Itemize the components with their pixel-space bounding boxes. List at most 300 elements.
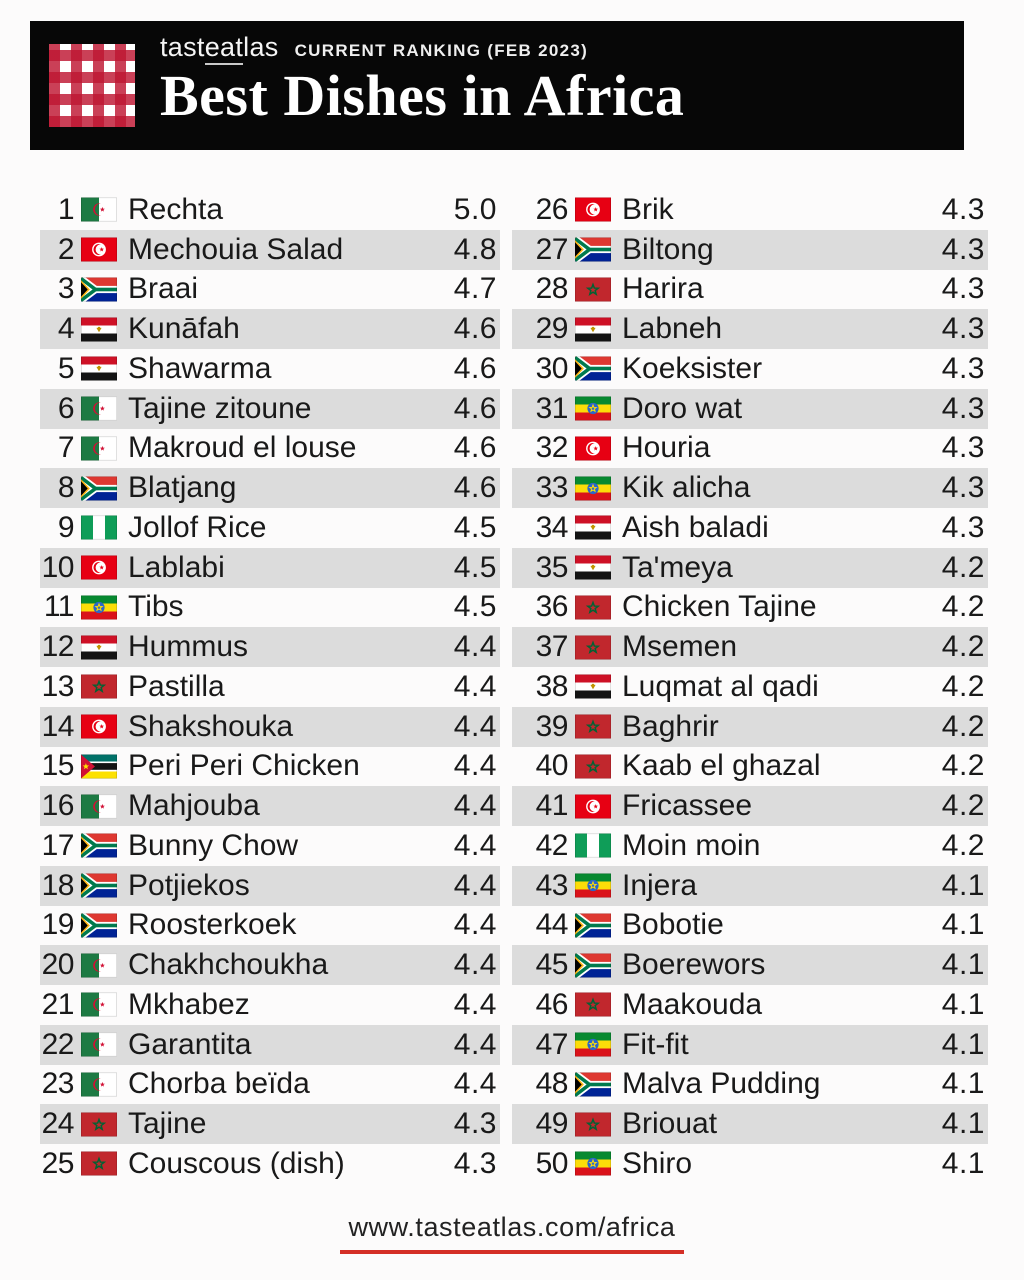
rating-value: 4.1 <box>941 1067 985 1101</box>
flag-wrap <box>81 635 117 660</box>
flag-wrap <box>575 197 611 222</box>
page-title: Best Dishes in Africa <box>160 63 685 128</box>
ethiopia-flag-icon <box>575 1151 611 1176</box>
rank-number: 50 <box>535 1146 568 1180</box>
rating-value: 4.4 <box>453 669 497 703</box>
egypt-flag-icon <box>575 515 611 540</box>
flag-wrap <box>575 674 611 699</box>
rank-number: 31 <box>535 391 568 425</box>
dish-name: Msemen <box>622 630 738 664</box>
dish-name: Aish baladi <box>622 510 769 544</box>
header-banner <box>30 21 964 150</box>
list-item <box>40 389 500 429</box>
rating-value: 4.6 <box>453 431 497 465</box>
flag-wrap <box>575 714 611 739</box>
list-item <box>40 548 500 588</box>
rating-value: 4.4 <box>453 1067 497 1101</box>
dish-name: Shawarma <box>128 351 272 385</box>
rank-number: 28 <box>535 272 568 306</box>
list-item <box>40 985 500 1025</box>
dish-name: Couscous (dish) <box>128 1146 345 1180</box>
south-africa-flag-icon <box>575 913 611 938</box>
list-item <box>512 985 988 1025</box>
list-item <box>512 190 988 230</box>
dish-name: Tajine <box>128 1107 207 1141</box>
dish-name: Chicken Tajine <box>622 590 817 624</box>
flag-wrap <box>81 277 117 302</box>
rating-value: 4.4 <box>453 908 497 942</box>
rating-value: 4.1 <box>941 868 985 902</box>
rating-value: 4.1 <box>941 1146 985 1180</box>
dish-name: Potjiekos <box>128 868 250 902</box>
rank-number: 2 <box>57 232 74 266</box>
dish-name: Malva Pudding <box>622 1067 821 1101</box>
dish-name: Shakshouka <box>128 709 294 743</box>
header-text <box>160 32 684 127</box>
flag-wrap <box>575 794 611 819</box>
rating-value: 4.1 <box>941 1107 985 1141</box>
list-item <box>512 1144 988 1184</box>
egypt-flag-icon <box>575 555 611 580</box>
rating-value: 4.3 <box>941 471 985 505</box>
rating-value: 4.6 <box>453 312 497 346</box>
south-africa-flag-icon <box>81 277 117 302</box>
rating-value: 4.4 <box>453 749 497 783</box>
rating-value: 4.4 <box>453 868 497 902</box>
list-item <box>512 309 988 349</box>
site-url-link[interactable]: www.tasteatlas.com/africa <box>340 1212 683 1254</box>
dish-name: Harira <box>622 272 704 306</box>
flag-wrap <box>575 595 611 620</box>
rating-value: 4.8 <box>453 232 497 266</box>
flag-wrap <box>575 635 611 660</box>
rank-number: 12 <box>41 630 74 664</box>
list-item <box>512 707 988 747</box>
rank-number: 8 <box>57 471 74 505</box>
egypt-flag-icon <box>81 317 117 342</box>
rating-value: 4.2 <box>941 749 985 783</box>
list-item <box>512 508 988 548</box>
rank-number: 14 <box>41 709 74 743</box>
egypt-flag-icon <box>575 317 611 342</box>
tunisia-flag-icon <box>81 555 117 580</box>
rank-number: 44 <box>535 908 568 942</box>
rating-value: 4.6 <box>453 471 497 505</box>
flag-wrap <box>575 873 611 898</box>
dish-name: Briouat <box>622 1107 718 1141</box>
rating-value: 4.6 <box>453 391 497 425</box>
rank-number: 6 <box>57 391 74 425</box>
dish-name: Kik alicha <box>622 471 751 505</box>
ethiopia-flag-icon <box>575 396 611 421</box>
dish-name: Tajine zitoune <box>128 391 312 425</box>
flag-wrap <box>81 992 117 1017</box>
south-africa-flag-icon <box>81 476 117 501</box>
list-item <box>40 230 500 270</box>
rank-number: 37 <box>535 630 568 664</box>
rank-number: 46 <box>535 987 568 1021</box>
flag-wrap <box>575 277 611 302</box>
header-subtitle-line <box>160 32 684 63</box>
list-item <box>512 230 988 270</box>
rank-number: 34 <box>535 510 568 544</box>
rating-value: 4.2 <box>941 669 985 703</box>
list-item <box>512 747 988 787</box>
list-item <box>512 270 988 310</box>
morocco-flag-icon <box>575 992 611 1017</box>
ranking-column-right <box>512 190 988 1184</box>
dish-name: Tibs <box>128 590 184 624</box>
algeria-flag-icon <box>81 1032 117 1057</box>
dish-name: Bunny Chow <box>128 828 299 862</box>
rating-value: 4.1 <box>941 948 985 982</box>
dish-name: Houria <box>622 431 711 465</box>
flag-wrap <box>81 1072 117 1097</box>
rating-value: 4.3 <box>453 1107 497 1141</box>
flag-wrap <box>575 953 611 978</box>
rating-value: 4.2 <box>941 789 985 823</box>
dish-name: Makroud el louse <box>128 431 357 465</box>
dish-name: Lablabi <box>128 550 225 584</box>
morocco-flag-icon <box>575 635 611 660</box>
south-africa-flag-icon <box>81 873 117 898</box>
list-item <box>40 1104 500 1144</box>
rank-number: 13 <box>41 669 74 703</box>
rating-value: 4.3 <box>941 351 985 385</box>
rank-number: 19 <box>41 908 74 942</box>
dish-name: Baghrir <box>622 709 719 743</box>
list-item <box>40 309 500 349</box>
south-africa-flag-icon <box>575 1072 611 1097</box>
dish-name: Blatjang <box>128 471 237 505</box>
list-item <box>512 349 988 389</box>
nigeria-flag-icon <box>575 833 611 858</box>
morocco-flag-icon <box>575 277 611 302</box>
list-item <box>40 508 500 548</box>
south-africa-flag-icon <box>575 953 611 978</box>
morocco-flag-icon <box>575 1112 611 1137</box>
list-item <box>512 627 988 667</box>
dish-name: Mahjouba <box>128 789 260 823</box>
list-item <box>40 627 500 667</box>
dish-name: Fit-fit <box>622 1027 689 1061</box>
rating-value: 4.7 <box>453 272 497 306</box>
list-item <box>40 349 500 389</box>
dish-name: Ta'meya <box>622 550 733 584</box>
rank-number: 16 <box>41 789 74 823</box>
list-item <box>40 270 500 310</box>
flag-wrap <box>81 873 117 898</box>
list-item <box>40 866 500 906</box>
flag-wrap <box>81 396 117 421</box>
dish-name: Peri Peri Chicken <box>128 749 360 783</box>
rating-value: 4.4 <box>453 789 497 823</box>
dish-name: Brik <box>622 192 674 226</box>
rating-value: 4.4 <box>453 1027 497 1061</box>
rating-value: 4.3 <box>941 192 985 226</box>
flag-wrap <box>81 555 117 580</box>
egypt-flag-icon <box>81 356 117 381</box>
list-item <box>40 906 500 946</box>
south-africa-flag-icon <box>575 356 611 381</box>
flag-wrap <box>575 1072 611 1097</box>
list-item <box>40 588 500 628</box>
rank-number: 32 <box>535 431 568 465</box>
rating-value: 4.3 <box>453 1146 497 1180</box>
flag-wrap <box>575 237 611 262</box>
flag-wrap <box>81 476 117 501</box>
rank-number: 27 <box>535 232 568 266</box>
rank-number: 41 <box>535 789 568 823</box>
rating-value: 4.1 <box>941 1027 985 1061</box>
rating-value: 4.5 <box>453 510 497 544</box>
rating-value: 4.5 <box>453 550 497 584</box>
dish-name: Luqmat al qadi <box>622 669 819 703</box>
flag-wrap <box>81 197 117 222</box>
list-item <box>40 747 500 787</box>
flag-wrap <box>575 476 611 501</box>
algeria-flag-icon <box>81 992 117 1017</box>
dish-name: Kunāfah <box>128 312 240 346</box>
rank-number: 30 <box>535 351 568 385</box>
egypt-flag-icon <box>575 674 611 699</box>
list-item <box>40 468 500 508</box>
flag-wrap <box>575 317 611 342</box>
dish-name: Koeksister <box>622 351 763 385</box>
dish-name: Shiro <box>622 1146 693 1180</box>
flag-wrap <box>81 833 117 858</box>
algeria-flag-icon <box>81 953 117 978</box>
rank-number: 3 <box>57 272 74 306</box>
rank-number: 38 <box>535 669 568 703</box>
dish-name: Boerewors <box>622 948 766 982</box>
rating-value: 4.4 <box>453 709 497 743</box>
list-item <box>40 1065 500 1105</box>
flag-wrap <box>81 754 117 779</box>
south-africa-flag-icon <box>575 237 611 262</box>
dish-name: Roosterkoek <box>128 908 297 942</box>
dish-name: Bobotie <box>622 908 724 942</box>
rating-value: 4.3 <box>941 431 985 465</box>
dish-name: Labneh <box>622 312 723 346</box>
rank-number: 11 <box>43 590 74 624</box>
flag-wrap <box>81 515 117 540</box>
ranking-period-label: CURRENT RANKING (FEB 2023) <box>294 41 589 60</box>
morocco-flag-icon <box>81 1151 117 1176</box>
rating-value: 4.2 <box>941 590 985 624</box>
tasteatlas-wordmark: tasteatlas <box>160 32 279 63</box>
egypt-flag-icon <box>81 635 117 660</box>
flag-wrap <box>81 1032 117 1057</box>
flag-wrap <box>81 237 117 262</box>
rating-value: 4.3 <box>941 232 985 266</box>
flag-wrap <box>575 754 611 779</box>
flag-wrap <box>575 515 611 540</box>
rank-number: 45 <box>535 948 568 982</box>
rating-value: 4.2 <box>941 550 985 584</box>
rank-number: 24 <box>41 1107 74 1141</box>
rank-number: 39 <box>535 709 568 743</box>
list-item <box>512 866 988 906</box>
rank-number: 21 <box>41 987 74 1021</box>
morocco-flag-icon <box>575 595 611 620</box>
list-item <box>40 786 500 826</box>
list-item <box>512 548 988 588</box>
list-item <box>512 429 988 469</box>
flag-wrap <box>81 1151 117 1176</box>
rating-value: 4.3 <box>941 391 985 425</box>
rating-value: 4.3 <box>941 510 985 544</box>
dish-name: Jollof Rice <box>128 510 267 544</box>
flag-wrap <box>81 317 117 342</box>
tunisia-flag-icon <box>575 436 611 461</box>
list-item <box>512 468 988 508</box>
flag-wrap <box>81 595 117 620</box>
rating-value: 4.3 <box>941 272 985 306</box>
flag-wrap <box>575 913 611 938</box>
dish-name: Fricassee <box>622 789 753 823</box>
tasteatlas-gingham-logo-icon <box>49 44 135 127</box>
dish-name: Doro wat <box>622 391 743 425</box>
dish-name: Moin moin <box>622 828 761 862</box>
list-item <box>40 1025 500 1065</box>
flag-wrap <box>575 1151 611 1176</box>
morocco-flag-icon <box>81 1112 117 1137</box>
dish-name: Rechta <box>128 192 224 226</box>
list-item <box>512 906 988 946</box>
rank-number: 4 <box>57 312 74 346</box>
rank-number: 1 <box>57 192 74 226</box>
morocco-flag-icon <box>81 674 117 699</box>
rank-number: 48 <box>535 1067 568 1101</box>
dish-name: Mkhabez <box>128 987 250 1021</box>
rank-number: 23 <box>41 1067 74 1101</box>
rank-number: 18 <box>41 868 74 902</box>
dish-name: Biltong <box>622 232 714 266</box>
rank-number: 22 <box>41 1027 74 1061</box>
rank-number: 35 <box>535 550 568 584</box>
rank-number: 47 <box>535 1027 568 1061</box>
rating-value: 4.5 <box>453 590 497 624</box>
rating-value: 4.2 <box>941 828 985 862</box>
dish-name: Kaab el ghazal <box>622 749 821 783</box>
dish-name: Mechouia Salad <box>128 232 344 266</box>
list-item <box>40 707 500 747</box>
rating-value: 4.1 <box>941 908 985 942</box>
rank-number: 7 <box>57 431 74 465</box>
algeria-flag-icon <box>81 794 117 819</box>
rating-value: 4.1 <box>941 987 985 1021</box>
flag-wrap <box>81 953 117 978</box>
list-item <box>40 826 500 866</box>
rank-number: 20 <box>41 948 74 982</box>
list-item <box>512 826 988 866</box>
dish-name: Chorba beïda <box>128 1067 310 1101</box>
rank-number: 49 <box>535 1107 568 1141</box>
rank-number: 42 <box>535 828 568 862</box>
algeria-flag-icon <box>81 197 117 222</box>
algeria-flag-icon <box>81 1072 117 1097</box>
list-item <box>40 429 500 469</box>
rating-value: 4.4 <box>453 987 497 1021</box>
ranking-column-left <box>40 190 500 1184</box>
rank-number: 25 <box>41 1146 74 1180</box>
list-item <box>512 1065 988 1105</box>
tunisia-flag-icon <box>81 237 117 262</box>
tunisia-flag-icon <box>575 197 611 222</box>
flag-wrap <box>575 992 611 1017</box>
ethiopia-flag-icon <box>575 873 611 898</box>
flag-wrap <box>575 1032 611 1057</box>
rank-number: 29 <box>535 312 568 346</box>
flag-wrap <box>81 714 117 739</box>
rank-number: 5 <box>57 351 74 385</box>
flag-wrap <box>575 833 611 858</box>
flag-wrap <box>575 436 611 461</box>
rating-value: 4.4 <box>453 948 497 982</box>
dish-name: Garantita <box>128 1027 252 1061</box>
dish-name: Hummus <box>128 630 249 664</box>
rank-number: 17 <box>41 828 74 862</box>
dish-name: Maakouda <box>622 987 763 1021</box>
flag-wrap <box>81 436 117 461</box>
rating-value: 4.2 <box>941 709 985 743</box>
dish-name: Pastilla <box>128 669 225 703</box>
list-item <box>40 667 500 707</box>
rank-number: 40 <box>535 749 568 783</box>
south-africa-flag-icon <box>81 913 117 938</box>
list-item <box>512 1104 988 1144</box>
rank-number: 15 <box>41 749 74 783</box>
flag-wrap <box>81 356 117 381</box>
ethiopia-flag-icon <box>575 1032 611 1057</box>
rank-number: 33 <box>535 471 568 505</box>
rank-number: 26 <box>535 192 568 226</box>
list-item <box>512 1025 988 1065</box>
flag-wrap <box>81 913 117 938</box>
algeria-flag-icon <box>81 396 117 421</box>
flag-wrap <box>575 555 611 580</box>
flag-wrap <box>81 794 117 819</box>
rank-number: 10 <box>41 550 74 584</box>
nigeria-flag-icon <box>81 515 117 540</box>
rating-value: 4.4 <box>453 828 497 862</box>
dish-name: Braai <box>128 272 199 306</box>
flag-wrap <box>575 396 611 421</box>
dish-name: Injera <box>622 868 698 902</box>
list-item <box>40 190 500 230</box>
rank-number: 9 <box>57 510 74 544</box>
rating-value: 4.3 <box>941 312 985 346</box>
list-item <box>40 1144 500 1184</box>
south-africa-flag-icon <box>81 833 117 858</box>
rating-value: 5.0 <box>453 192 497 226</box>
list-item <box>40 945 500 985</box>
morocco-flag-icon <box>575 714 611 739</box>
algeria-flag-icon <box>81 436 117 461</box>
ethiopia-flag-icon <box>81 595 117 620</box>
tunisia-flag-icon <box>575 794 611 819</box>
dish-name: Chakhchoukha <box>128 948 329 982</box>
mozambique-flag-icon <box>81 754 117 779</box>
list-item <box>512 389 988 429</box>
flag-wrap <box>575 356 611 381</box>
list-item <box>512 945 988 985</box>
flag-wrap <box>81 1112 117 1137</box>
rating-value: 4.6 <box>453 351 497 385</box>
rating-value: 4.4 <box>453 630 497 664</box>
morocco-flag-icon <box>575 754 611 779</box>
